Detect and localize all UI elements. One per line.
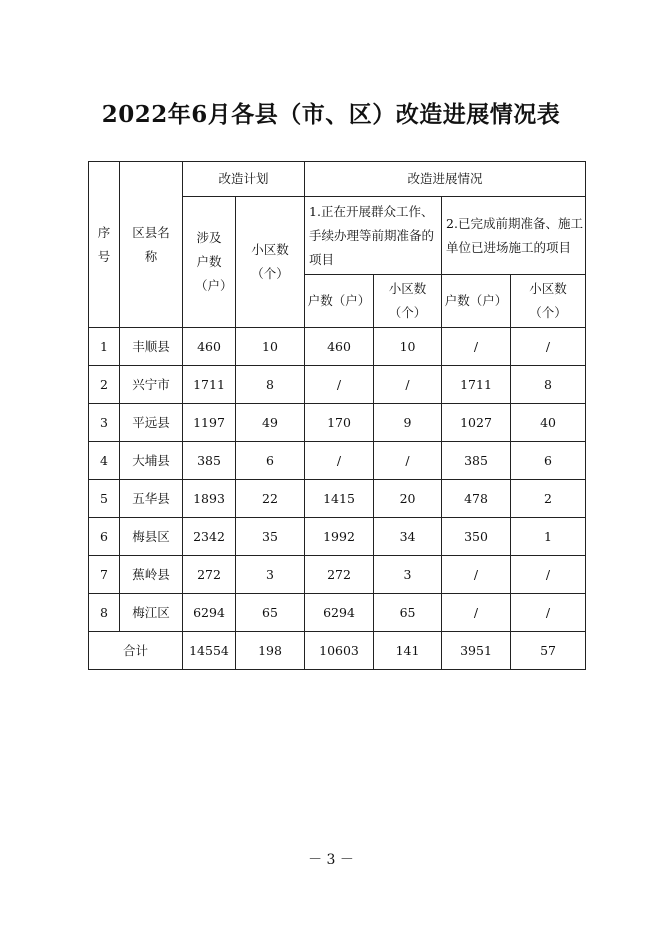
cell-g1-communities: / [374, 366, 442, 404]
cell-seq: 6 [89, 518, 120, 556]
cell-plan-communities: 35 [236, 518, 305, 556]
header-county: 区县名称 [120, 162, 183, 328]
cell-seq: 8 [89, 594, 120, 632]
page-title: 2022年6月各县（市、区）改造进展情况表 [101, 101, 561, 128]
progress-table [88, 161, 586, 670]
cell-g1-households: 170 [305, 404, 374, 442]
cell-plan-households: 6294 [183, 594, 236, 632]
header-group2: 2.已完成前期准备、施工单位已进场施工的项目 [442, 197, 586, 275]
cell-seq: 2 [89, 366, 120, 404]
total-row [89, 632, 586, 670]
cell-plan-households: 272 [183, 556, 236, 594]
cell-plan-households: 1893 [183, 480, 236, 518]
cell-plan-communities: 10 [236, 328, 305, 366]
total-g2-communities: 57 [511, 632, 586, 670]
cell-g1-households: 1992 [305, 518, 374, 556]
cell-g2-communities: 8 [511, 366, 586, 404]
cell-g2-communities: / [511, 556, 586, 594]
table-row [89, 442, 586, 480]
cell-plan-communities: 65 [236, 594, 305, 632]
cell-g1-communities: 20 [374, 480, 442, 518]
cell-plan-communities: 6 [236, 442, 305, 480]
cell-g2-communities: / [511, 328, 586, 366]
cell-g2-households: 1711 [442, 366, 511, 404]
header-plan: 改造计划 [183, 162, 305, 197]
table-row [89, 328, 586, 366]
total-g1-households: 10603 [305, 632, 374, 670]
total-g1-communities: 141 [374, 632, 442, 670]
cell-seq: 1 [89, 328, 120, 366]
total-label: 合计 [89, 632, 183, 670]
cell-plan-communities: 3 [236, 556, 305, 594]
header-plan-communities: 小区数（个） [236, 197, 305, 328]
cell-g1-households: / [305, 366, 374, 404]
cell-g1-households: 6294 [305, 594, 374, 632]
header-progress: 改造进展情况 [305, 162, 586, 197]
total-g2-households: 3951 [442, 632, 511, 670]
cell-plan-communities: 8 [236, 366, 305, 404]
cell-g2-communities: 40 [511, 404, 586, 442]
cell-plan-households: 385 [183, 442, 236, 480]
cell-g2-communities: 2 [511, 480, 586, 518]
cell-g1-communities: 3 [374, 556, 442, 594]
cell-county: 梅江区 [120, 594, 183, 632]
header-seq: 序号 [89, 162, 120, 328]
header-g1-communities: 小区数（个） [374, 275, 442, 328]
cell-seq: 3 [89, 404, 120, 442]
total-plan-households: 14554 [183, 632, 236, 670]
page-number: － 3 － [308, 852, 354, 868]
cell-g2-households: 478 [442, 480, 511, 518]
cell-g2-communities: 1 [511, 518, 586, 556]
cell-g2-households: / [442, 556, 511, 594]
table-row [89, 518, 586, 556]
header-g1-households: 户数（户） [305, 275, 374, 328]
cell-g1-households: 460 [305, 328, 374, 366]
cell-g1-communities: 65 [374, 594, 442, 632]
cell-county: 平远县 [120, 404, 183, 442]
cell-g2-households: 1027 [442, 404, 511, 442]
cell-g1-households: / [305, 442, 374, 480]
cell-county: 丰顺县 [120, 328, 183, 366]
cell-plan-households: 2342 [183, 518, 236, 556]
table-row [89, 556, 586, 594]
cell-g2-households: / [442, 328, 511, 366]
cell-seq: 7 [89, 556, 120, 594]
cell-seq: 5 [89, 480, 120, 518]
cell-county: 大埔县 [120, 442, 183, 480]
cell-plan-households: 1711 [183, 366, 236, 404]
cell-county: 五华县 [120, 480, 183, 518]
cell-g1-communities: 10 [374, 328, 442, 366]
cell-plan-households: 460 [183, 328, 236, 366]
cell-g2-households: 385 [442, 442, 511, 480]
cell-g2-households: / [442, 594, 511, 632]
cell-county: 梅县区 [120, 518, 183, 556]
cell-g1-communities: 9 [374, 404, 442, 442]
cell-plan-households: 1197 [183, 404, 236, 442]
cell-g1-communities: / [374, 442, 442, 480]
table-row [89, 366, 586, 404]
cell-county: 蕉岭县 [120, 556, 183, 594]
header-g2-communities: 小区数（个） [511, 275, 586, 328]
cell-g2-communities: / [511, 594, 586, 632]
total-plan-communities: 198 [236, 632, 305, 670]
header-g2-households: 户数（户） [442, 275, 511, 328]
cell-g2-communities: 6 [511, 442, 586, 480]
table-row [89, 480, 586, 518]
cell-g1-households: 1415 [305, 480, 374, 518]
cell-plan-communities: 49 [236, 404, 305, 442]
cell-g1-communities: 34 [374, 518, 442, 556]
table-row [89, 594, 586, 632]
cell-seq: 4 [89, 442, 120, 480]
cell-g2-households: 350 [442, 518, 511, 556]
cell-g1-households: 272 [305, 556, 374, 594]
table-row [89, 404, 586, 442]
header-group1: 1.正在开展群众工作、手续办理等前期准备的项目 [305, 197, 442, 275]
header-plan-households: 涉及户数（户） [183, 197, 236, 328]
cell-county: 兴宁市 [120, 366, 183, 404]
cell-plan-communities: 22 [236, 480, 305, 518]
